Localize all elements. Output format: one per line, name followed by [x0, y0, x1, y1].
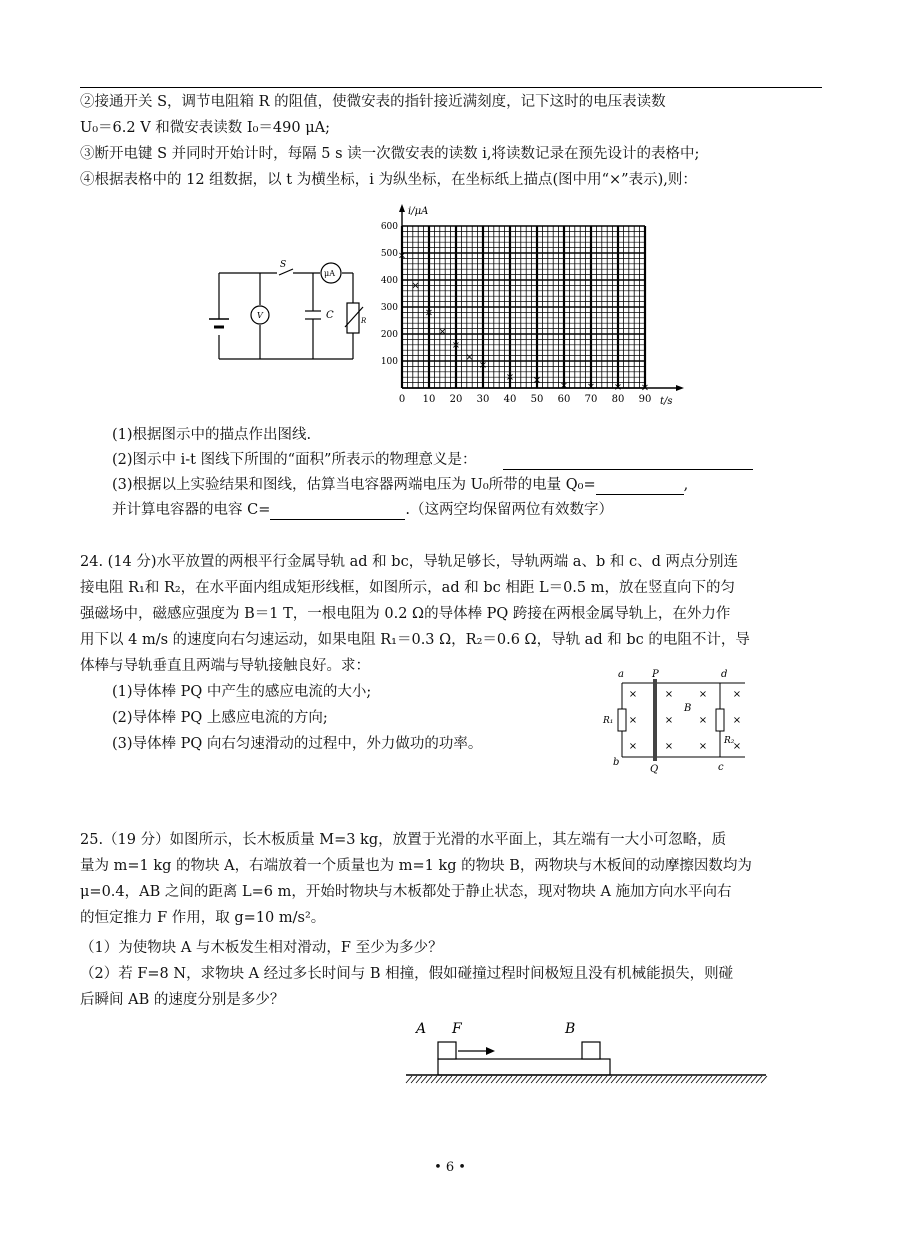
ground-hatch	[656, 1076, 662, 1083]
data-point: ×	[411, 280, 420, 292]
ground-hatch	[606, 1076, 612, 1083]
data-point: ×	[505, 372, 515, 384]
capacitor-label: C	[326, 310, 334, 321]
ground-hatch	[761, 1076, 767, 1083]
ground-hatch	[591, 1076, 597, 1083]
q25-question-1: （1）为使物块 A 与木板发生相对滑动，F 至少为多少？	[80, 940, 443, 956]
x-tick-label: 90	[638, 394, 652, 405]
label-b: b	[613, 757, 620, 768]
data-point: ×	[397, 250, 407, 262]
q25-line-1: 25.（19 分）如图所示，长木板质量 M=3 kg，放置于光滑的水平面上，其左端有一大小可忽略，质	[80, 832, 727, 848]
q23-part-3	[112, 475, 688, 495]
ground-hatch	[526, 1076, 532, 1083]
ground-hatch	[456, 1076, 462, 1083]
ground-hatch	[721, 1076, 727, 1083]
x-tick-label: 70	[584, 394, 598, 405]
y-tick-label: 400	[380, 276, 398, 286]
ground-hatch	[741, 1076, 747, 1083]
ground-hatch	[681, 1076, 687, 1083]
q24-line-3: 强磁场中，磁感应强度为 B＝1 T，一根电阻为 0.2 Ω的导体棒 PQ 跨接在两根金属导轨上，在外力作	[80, 606, 731, 622]
q23-part-4-text: 并计算电容器的电容 C=	[112, 502, 271, 518]
q24-question-3: (3)导体棒 PQ 向右匀速滑动的过程中，外力做功的功率。	[112, 736, 483, 752]
switch-label: S	[280, 260, 287, 270]
label-field-b: B	[684, 703, 692, 714]
data-point: ×	[424, 307, 434, 319]
ground-hatch	[666, 1076, 672, 1083]
ground-hatch	[731, 1076, 737, 1083]
q24-question-1: (1)导体棒 PQ 中产生的感应电流的大小;	[112, 684, 372, 700]
y-tick-label: 100	[380, 357, 398, 367]
q23-part-2	[112, 450, 753, 470]
x-tick-label: 50	[530, 394, 544, 405]
q25-line-4: 的恒定推力 F 作用，取 g=10 m/s²。	[80, 910, 326, 926]
x-axis-label: t/s	[660, 396, 673, 407]
ground-hatch	[696, 1076, 702, 1083]
data-point: ×	[586, 381, 596, 393]
ground-hatch	[481, 1076, 487, 1083]
field-x-mark: ×	[698, 741, 708, 752]
field-x-mark: ×	[628, 741, 638, 752]
meaning-answer-blank[interactable]	[503, 453, 753, 470]
i-t-graph	[372, 200, 690, 410]
ground-hatch	[716, 1076, 722, 1083]
label-q: Q	[650, 764, 659, 775]
label-r1: R₁	[603, 716, 614, 726]
x-tick-label: 60	[557, 394, 571, 405]
step-4: ④根据表格中的 12 组数据，以 t 为横坐标，i 为纵坐标，在坐标纸上描点(图中用“×”表示),则：	[80, 172, 697, 188]
field-x-mark: ×	[698, 689, 708, 700]
ground-hatch	[571, 1076, 577, 1083]
data-point: ×	[438, 326, 447, 338]
ground-hatch	[546, 1076, 552, 1083]
top-rule	[80, 87, 822, 88]
force-arrow-icon	[486, 1047, 495, 1055]
ground-hatch	[751, 1076, 757, 1083]
y-axis-arrow	[399, 204, 405, 212]
data-point: ×	[478, 360, 488, 372]
step-3: ③断开电键 S 并同时开始计时，每隔 5 s 读一次微安表的读数 i,将读数记录在预先设计的表格中;	[80, 146, 700, 162]
x-axis-arrow	[676, 385, 684, 391]
microammeter-label: μA	[324, 269, 335, 278]
ground-hatch	[446, 1076, 452, 1083]
ground-hatch	[411, 1076, 417, 1083]
ground-hatch	[476, 1076, 482, 1083]
rail-figure	[600, 665, 760, 777]
y-tick-label: 300	[380, 303, 398, 313]
ground-hatch	[556, 1076, 562, 1083]
q24-line-2: 接电阻 R₁和 R₂，在水平面内组成矩形线框，如图所示，ad 和 bc 相距 L＝0.5 m，放在竖直向下的匀	[80, 580, 735, 596]
q24-line-4: 用下以 4 m/s 的速度向右匀速运动，如果电阻 R₁＝0.3 Ω，R₂＝0.6 Ω，导轨 ad 和 bc 的电阻不计，导	[80, 632, 750, 648]
field-x-mark: ×	[732, 715, 742, 726]
data-point: ×	[613, 382, 623, 394]
q23-part-3-text: (3)根据以上实验结果和图线，估算当电容器两端电压为 U₀所带的电量 Q₀=	[112, 477, 596, 493]
ground-hatch	[641, 1076, 647, 1083]
ground-hatch	[461, 1076, 467, 1083]
ground-hatch	[616, 1076, 622, 1083]
label-p: P	[652, 669, 659, 680]
ground-hatch	[631, 1076, 637, 1083]
x-tick-label: 40	[503, 394, 517, 405]
y-axis-label: i/μA	[408, 206, 429, 217]
ground-hatch	[661, 1076, 667, 1083]
field-x-mark: ×	[664, 741, 674, 752]
data-point: ×	[559, 380, 569, 392]
data-point: ×	[451, 339, 461, 351]
x-tick-label: 0	[398, 394, 406, 405]
y-tick-label: 500	[380, 249, 398, 259]
board-label-f: F	[452, 1021, 462, 1037]
ground-hatch	[756, 1076, 762, 1083]
ground-hatch	[451, 1076, 457, 1083]
ground-hatch	[711, 1076, 717, 1083]
q25-question-2: （2）若 F=8 N，求物块 A 经过多长时间与 B 相撞，假如碰撞过程时间极短且没有机械能损失，则碰	[80, 966, 734, 982]
y-tick-label: 200	[380, 330, 398, 340]
q25-line-3: μ=0.4，AB 之间的距离 L=6 m，开始时物块与木板都处于静止状态，现对物块 A 施加方向水平向右	[80, 884, 732, 900]
ground-hatch	[511, 1076, 517, 1083]
label-r2: R₂	[724, 736, 735, 746]
ground-hatch	[426, 1076, 432, 1083]
ground-hatch	[726, 1076, 732, 1083]
q23-part-3-end: ,	[683, 477, 689, 493]
ground-hatch	[536, 1076, 542, 1083]
q25-line-2: 量为 m=1 kg 的物块 A，右端放着一个质量也为 m=1 kg 的物块 B，两物块与木板间的动摩擦因数均为	[80, 858, 752, 874]
ground-hatch	[421, 1076, 427, 1083]
data-point: ×	[532, 374, 542, 386]
block-b	[582, 1042, 600, 1059]
q24-line-5: 体棒与导轨垂直且两端与导轨接触良好。求：	[80, 658, 370, 674]
label-d: d	[721, 669, 728, 680]
ground-hatch	[496, 1076, 502, 1083]
ground-hatch	[436, 1076, 442, 1083]
data-point: ×	[640, 382, 650, 394]
ground-hatch	[626, 1076, 632, 1083]
ground-hatch	[541, 1076, 547, 1083]
ground-hatch	[566, 1076, 572, 1083]
ground-hatch	[736, 1076, 742, 1083]
ground-hatch	[601, 1076, 607, 1083]
ground-hatch	[431, 1076, 437, 1083]
ground-hatch	[491, 1076, 497, 1083]
ground-hatch	[576, 1076, 582, 1083]
board-label-a: A	[416, 1021, 427, 1037]
ground-hatch	[506, 1076, 512, 1083]
label-a: a	[618, 669, 624, 680]
ground-hatch	[706, 1076, 712, 1083]
ground-hatch	[701, 1076, 707, 1083]
field-x-mark: ×	[664, 689, 674, 700]
ground-hatch	[441, 1076, 447, 1083]
field-x-mark: ×	[698, 715, 708, 726]
q23-part-1: (1)根据图示中的描点作出图线.	[112, 427, 312, 443]
page-number: • 6 •	[434, 1160, 466, 1175]
ground-hatch	[471, 1076, 477, 1083]
field-x-mark: ×	[732, 689, 742, 700]
field-x-mark: ×	[628, 689, 638, 700]
ground-hatch	[501, 1076, 507, 1083]
x-tick-label: 80	[611, 394, 625, 405]
q24-question-2: (2)导体棒 PQ 上感应电流的方向;	[112, 710, 328, 726]
block-a	[438, 1042, 456, 1059]
ground-hatch	[581, 1076, 587, 1083]
field-x-mark: ×	[732, 741, 742, 752]
ground-hatch	[561, 1076, 567, 1083]
label-c: c	[718, 762, 724, 773]
ground-hatch	[596, 1076, 602, 1083]
ground-hatch	[551, 1076, 557, 1083]
ground-hatch	[466, 1076, 472, 1083]
circuit-diagram	[205, 255, 375, 370]
ground-hatch	[516, 1076, 522, 1083]
ground-hatch	[691, 1076, 697, 1083]
ground-hatch	[676, 1076, 682, 1083]
ground-hatch	[671, 1076, 677, 1083]
x-tick-label: 10	[422, 394, 436, 405]
ground-hatch	[636, 1076, 642, 1083]
y-tick-label: 600	[380, 222, 398, 232]
graph-grid	[399, 204, 684, 394]
ground-hatch	[521, 1076, 527, 1083]
ground-hatch	[746, 1076, 752, 1083]
ground-hatch	[686, 1076, 692, 1083]
step-2-line-1: ②接通开关 S，调节电阻箱 R 的阻值，使微安表的指针接近满刻度，记下这时的电压表读数	[80, 94, 666, 110]
q25-question-2-cont: 后瞬间 AB 的速度分别是多少？	[80, 992, 285, 1008]
ground-hatch	[416, 1076, 422, 1083]
field-x-mark: ×	[664, 715, 674, 726]
resistor-label: R	[361, 317, 367, 325]
voltmeter-label: V	[257, 311, 263, 320]
q23-part-4	[112, 500, 613, 520]
x-tick-label: 20	[449, 394, 463, 405]
field-x-mark: ×	[628, 715, 638, 726]
ground-hatch	[646, 1076, 652, 1083]
ground-hatch	[651, 1076, 657, 1083]
long-board	[438, 1059, 610, 1075]
q24-line-1: 24. (14 分)水平放置的两根平行金属导轨 ad 和 bc，导轨足够长，导轨两端 a、b 和 c、d 两点分别连	[80, 554, 738, 570]
board-figure	[400, 1015, 770, 1090]
step-2-line-2: U₀＝6.2 V 和微安表读数 I₀＝490 μA;	[80, 120, 330, 136]
q23-part-4-end: .（这两空均保留两位有效数字）	[405, 502, 613, 518]
ground-hatch	[531, 1076, 537, 1083]
ground-hatch	[611, 1076, 617, 1083]
charge-answer-blank[interactable]	[596, 478, 684, 495]
ground-hatch	[486, 1076, 492, 1083]
board-label-b: B	[565, 1021, 576, 1037]
capacitance-answer-blank[interactable]	[270, 503, 405, 520]
ground-hatch	[621, 1076, 627, 1083]
x-tick-label: 30	[476, 394, 490, 405]
q23-part-2-text: (2)图示中 i-t 图线下所围的“面积”所表示的物理意义是：	[112, 452, 477, 468]
ground-hatch	[586, 1076, 592, 1083]
ground-hatch	[406, 1076, 412, 1083]
data-point: ×	[465, 351, 474, 363]
conductor-rod	[653, 679, 657, 761]
